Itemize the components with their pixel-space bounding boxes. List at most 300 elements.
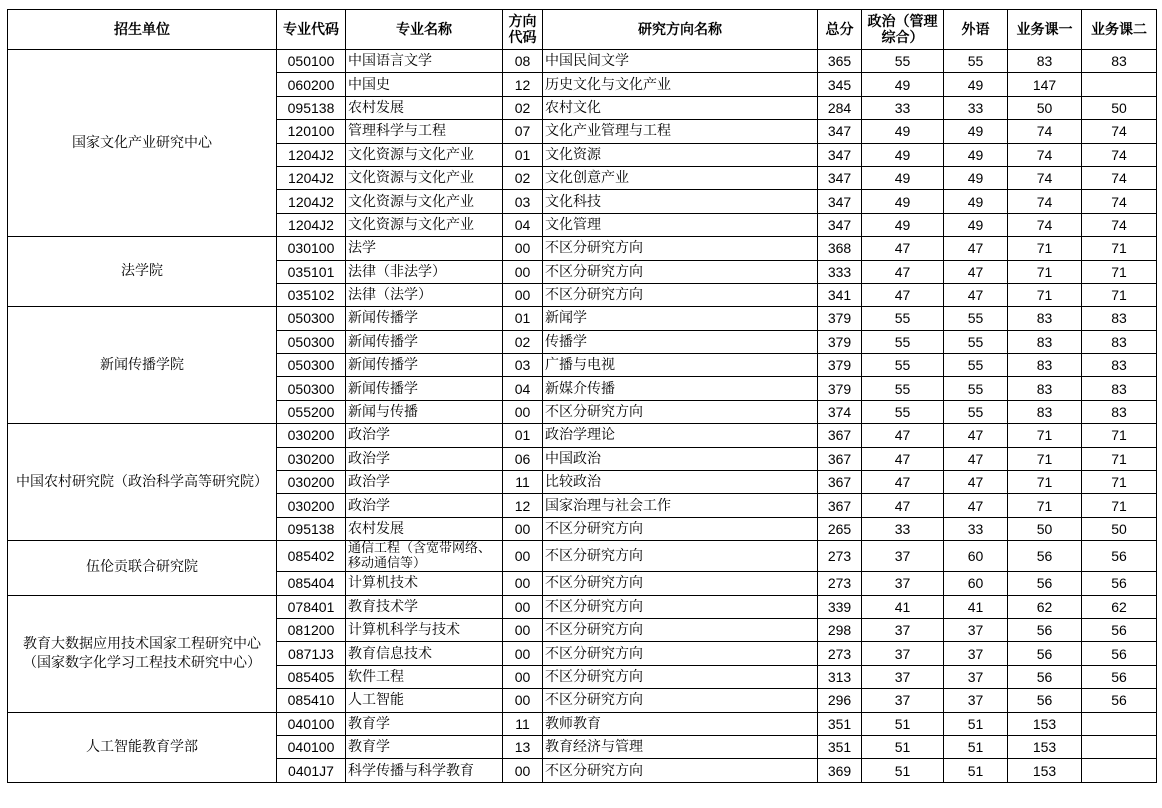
politics-score-cell: 55 (862, 307, 944, 330)
direction-name-cell: 教师教育 (543, 712, 818, 735)
total-score-cell: 284 (818, 96, 862, 119)
direction-name-cell: 不区分研究方向 (543, 665, 818, 688)
major-name-cell: 教育学 (346, 712, 503, 735)
politics-score-cell: 55 (862, 354, 944, 377)
foreign-language-score-cell: 49 (944, 120, 1008, 143)
direction-code-cell: 00 (503, 237, 543, 260)
direction-name-cell: 不区分研究方向 (543, 237, 818, 260)
unit-cell: 中国农村研究院（政治科学高等研究院） (8, 424, 277, 541)
major-name-cell: 文化资源与文化产业 (346, 190, 503, 213)
table-row (8, 307, 1157, 330)
total-score-cell: 347 (818, 213, 862, 236)
major-code-cell: 050300 (277, 377, 346, 400)
foreign-language-score-cell: 55 (944, 50, 1008, 73)
major-code-cell: 060200 (277, 73, 346, 96)
direction-name-cell: 不区分研究方向 (543, 572, 818, 595)
foreign-language-score-cell: 33 (944, 96, 1008, 119)
header-total-score: 总分 (818, 10, 862, 50)
major-name-cell: 文化资源与文化产业 (346, 213, 503, 236)
course-one-score-cell: 56 (1008, 572, 1082, 595)
course-one-score-cell: 147 (1008, 73, 1082, 96)
course-one-score-cell: 56 (1008, 618, 1082, 641)
major-code-cell: 050100 (277, 50, 346, 73)
direction-name-cell: 文化科技 (543, 190, 818, 213)
foreign-language-score-cell: 51 (944, 759, 1008, 782)
course-one-score-cell: 83 (1008, 400, 1082, 423)
major-code-cell: 120100 (277, 120, 346, 143)
course-two-score-cell: 56 (1082, 642, 1157, 665)
foreign-language-score-cell: 47 (944, 471, 1008, 494)
total-score-cell: 365 (818, 50, 862, 73)
major-code-cell: 050300 (277, 354, 346, 377)
major-code-cell: 050300 (277, 307, 346, 330)
direction-code-cell: 02 (503, 96, 543, 119)
total-score-cell: 298 (818, 618, 862, 641)
direction-code-cell: 00 (503, 689, 543, 712)
foreign-language-score-cell: 37 (944, 642, 1008, 665)
course-one-score-cell: 74 (1008, 190, 1082, 213)
course-two-score-cell: 74 (1082, 143, 1157, 166)
total-score-cell: 339 (818, 595, 862, 618)
direction-name-cell: 教育经济与管理 (543, 735, 818, 758)
total-score-cell: 313 (818, 665, 862, 688)
direction-name-cell: 不区分研究方向 (543, 642, 818, 665)
table-row (8, 595, 1157, 618)
total-score-cell: 369 (818, 759, 862, 782)
course-one-score-cell: 74 (1008, 143, 1082, 166)
course-two-score-cell: 62 (1082, 595, 1157, 618)
major-code-cell: 040100 (277, 712, 346, 735)
politics-score-cell: 51 (862, 735, 944, 758)
major-code-cell: 035102 (277, 283, 346, 306)
major-code-cell: 085410 (277, 689, 346, 712)
politics-score-cell: 55 (862, 330, 944, 353)
politics-score-cell: 47 (862, 424, 944, 447)
course-two-score-cell: 74 (1082, 190, 1157, 213)
politics-score-cell: 55 (862, 400, 944, 423)
foreign-language-score-cell: 49 (944, 73, 1008, 96)
major-code-cell: 1204J2 (277, 143, 346, 166)
foreign-language-score-cell: 37 (944, 618, 1008, 641)
unit-cell: 法学院 (8, 237, 277, 307)
course-one-score-cell: 74 (1008, 166, 1082, 189)
course-one-score-cell: 83 (1008, 330, 1082, 353)
direction-code-cell: 00 (503, 759, 543, 782)
course-two-score-cell: 71 (1082, 447, 1157, 470)
direction-code-cell: 01 (503, 143, 543, 166)
course-two-score-cell: 83 (1082, 307, 1157, 330)
total-score-cell: 273 (818, 572, 862, 595)
header-direction-code: 方向代码 (503, 10, 543, 50)
major-name-cell: 法学 (346, 237, 503, 260)
total-score-cell: 273 (818, 541, 862, 572)
direction-name-cell: 文化产业管理与工程 (543, 120, 818, 143)
unit-cell: 教育大数据应用技术国家工程研究中心（国家数字化学习工程技术研究中心） (8, 595, 277, 712)
total-score-cell: 379 (818, 377, 862, 400)
direction-code-cell: 00 (503, 541, 543, 572)
major-name-cell: 通信工程（含宽带网络、移动通信等） (346, 541, 503, 572)
direction-code-cell: 00 (503, 572, 543, 595)
major-code-cell: 040100 (277, 735, 346, 758)
major-name-cell: 政治学 (346, 494, 503, 517)
direction-name-cell: 不区分研究方向 (543, 400, 818, 423)
foreign-language-score-cell: 49 (944, 190, 1008, 213)
major-name-cell: 中国史 (346, 73, 503, 96)
foreign-language-score-cell: 47 (944, 447, 1008, 470)
politics-score-cell: 33 (862, 517, 944, 540)
unit-cell: 伍伦贡联合研究院 (8, 541, 277, 595)
total-score-cell: 379 (818, 330, 862, 353)
course-one-score-cell: 153 (1008, 735, 1082, 758)
politics-score-cell: 49 (862, 190, 944, 213)
foreign-language-score-cell: 49 (944, 143, 1008, 166)
foreign-language-score-cell: 51 (944, 735, 1008, 758)
direction-name-cell: 中国政治 (543, 447, 818, 470)
major-name-cell: 政治学 (346, 471, 503, 494)
direction-code-cell: 01 (503, 307, 543, 330)
direction-name-cell: 不区分研究方向 (543, 517, 818, 540)
major-code-cell: 030200 (277, 471, 346, 494)
foreign-language-score-cell: 33 (944, 517, 1008, 540)
course-one-score-cell: 56 (1008, 665, 1082, 688)
total-score-cell: 265 (818, 517, 862, 540)
direction-code-cell: 11 (503, 712, 543, 735)
major-name-cell: 教育技术学 (346, 595, 503, 618)
direction-code-cell: 03 (503, 354, 543, 377)
total-score-cell: 374 (818, 400, 862, 423)
politics-score-cell: 49 (862, 73, 944, 96)
politics-score-cell: 47 (862, 471, 944, 494)
foreign-language-score-cell: 47 (944, 260, 1008, 283)
total-score-cell: 296 (818, 689, 862, 712)
direction-code-cell: 02 (503, 166, 543, 189)
foreign-language-score-cell: 47 (944, 494, 1008, 517)
major-name-cell: 法律（法学） (346, 283, 503, 306)
total-score-cell: 347 (818, 143, 862, 166)
course-two-score-cell: 56 (1082, 665, 1157, 688)
course-one-score-cell: 62 (1008, 595, 1082, 618)
direction-name-cell: 农村文化 (543, 96, 818, 119)
foreign-language-score-cell: 55 (944, 400, 1008, 423)
direction-name-cell: 比较政治 (543, 471, 818, 494)
header-politics: 政治（管理综合） (862, 10, 944, 50)
major-name-cell: 教育信息技术 (346, 642, 503, 665)
course-two-score-cell: 71 (1082, 237, 1157, 260)
course-one-score-cell: 74 (1008, 213, 1082, 236)
politics-score-cell: 37 (862, 618, 944, 641)
total-score-cell: 368 (818, 237, 862, 260)
course-one-score-cell: 50 (1008, 517, 1082, 540)
foreign-language-score-cell: 51 (944, 712, 1008, 735)
course-two-score-cell (1082, 759, 1157, 782)
course-one-score-cell: 71 (1008, 283, 1082, 306)
politics-score-cell: 37 (862, 572, 944, 595)
course-two-score-cell: 56 (1082, 618, 1157, 641)
unit-cell: 新闻传播学院 (8, 307, 277, 424)
direction-code-cell: 08 (503, 50, 543, 73)
direction-code-cell: 00 (503, 595, 543, 618)
major-name-cell: 新闻与传播 (346, 400, 503, 423)
direction-code-cell: 00 (503, 283, 543, 306)
major-code-cell: 095138 (277, 517, 346, 540)
politics-score-cell: 51 (862, 712, 944, 735)
foreign-language-score-cell: 55 (944, 377, 1008, 400)
total-score-cell: 351 (818, 712, 862, 735)
header-course-one: 业务课一 (1008, 10, 1082, 50)
header-major-code: 专业代码 (277, 10, 346, 50)
course-one-score-cell: 71 (1008, 447, 1082, 470)
direction-code-cell: 11 (503, 471, 543, 494)
course-one-score-cell: 50 (1008, 96, 1082, 119)
direction-code-cell: 13 (503, 735, 543, 758)
foreign-language-score-cell: 47 (944, 237, 1008, 260)
header-direction-name: 研究方向名称 (543, 10, 818, 50)
course-one-score-cell: 56 (1008, 642, 1082, 665)
course-one-score-cell: 83 (1008, 307, 1082, 330)
direction-code-cell: 00 (503, 517, 543, 540)
course-one-score-cell: 83 (1008, 377, 1082, 400)
direction-name-cell: 历史文化与文化产业 (543, 73, 818, 96)
total-score-cell: 379 (818, 354, 862, 377)
total-score-cell: 367 (818, 447, 862, 470)
major-code-cell: 0401J7 (277, 759, 346, 782)
major-code-cell: 1204J2 (277, 190, 346, 213)
direction-name-cell: 国家治理与社会工作 (543, 494, 818, 517)
politics-score-cell: 37 (862, 689, 944, 712)
direction-code-cell: 03 (503, 190, 543, 213)
course-two-score-cell: 83 (1082, 354, 1157, 377)
course-two-score-cell: 74 (1082, 120, 1157, 143)
course-two-score-cell: 50 (1082, 517, 1157, 540)
politics-score-cell: 51 (862, 759, 944, 782)
course-one-score-cell: 71 (1008, 237, 1082, 260)
table-row (8, 712, 1157, 735)
major-name-cell: 中国语言文学 (346, 50, 503, 73)
foreign-language-score-cell: 55 (944, 307, 1008, 330)
direction-name-cell: 不区分研究方向 (543, 260, 818, 283)
major-name-cell: 政治学 (346, 424, 503, 447)
header-course-two: 业务课二 (1082, 10, 1157, 50)
direction-name-cell: 不区分研究方向 (543, 541, 818, 572)
major-name-cell: 管理科学与工程 (346, 120, 503, 143)
politics-score-cell: 55 (862, 50, 944, 73)
direction-code-cell: 06 (503, 447, 543, 470)
direction-name-cell: 不区分研究方向 (543, 595, 818, 618)
course-two-score-cell: 71 (1082, 424, 1157, 447)
direction-code-cell: 07 (503, 120, 543, 143)
table-row (8, 237, 1157, 260)
politics-score-cell: 49 (862, 120, 944, 143)
table-row (8, 541, 1157, 572)
course-two-score-cell (1082, 735, 1157, 758)
major-code-cell: 078401 (277, 595, 346, 618)
direction-code-cell: 12 (503, 494, 543, 517)
direction-name-cell: 传播学 (543, 330, 818, 353)
direction-name-cell: 政治学理论 (543, 424, 818, 447)
foreign-language-score-cell: 55 (944, 354, 1008, 377)
course-two-score-cell (1082, 712, 1157, 735)
header-row (8, 10, 1157, 50)
score-table (7, 9, 1157, 783)
direction-name-cell: 中国民间文学 (543, 50, 818, 73)
course-one-score-cell: 83 (1008, 354, 1082, 377)
direction-name-cell: 不区分研究方向 (543, 283, 818, 306)
foreign-language-score-cell: 47 (944, 424, 1008, 447)
total-score-cell: 347 (818, 120, 862, 143)
major-name-cell: 新闻传播学 (346, 377, 503, 400)
major-name-cell: 新闻传播学 (346, 307, 503, 330)
major-code-cell: 030100 (277, 237, 346, 260)
course-one-score-cell: 153 (1008, 712, 1082, 735)
course-two-score-cell: 56 (1082, 689, 1157, 712)
direction-code-cell: 01 (503, 424, 543, 447)
total-score-cell: 273 (818, 642, 862, 665)
major-name-cell: 计算机技术 (346, 572, 503, 595)
direction-code-cell: 00 (503, 400, 543, 423)
course-two-score-cell: 71 (1082, 471, 1157, 494)
total-score-cell: 341 (818, 283, 862, 306)
total-score-cell: 367 (818, 424, 862, 447)
politics-score-cell: 49 (862, 213, 944, 236)
direction-name-cell: 广播与电视 (543, 354, 818, 377)
politics-score-cell: 47 (862, 447, 944, 470)
politics-score-cell: 37 (862, 541, 944, 572)
politics-score-cell: 55 (862, 377, 944, 400)
major-name-cell: 计算机科学与技术 (346, 618, 503, 641)
major-name-cell: 软件工程 (346, 665, 503, 688)
total-score-cell: 333 (818, 260, 862, 283)
table-row (8, 424, 1157, 447)
header-unit: 招生单位 (8, 10, 277, 50)
course-one-score-cell: 74 (1008, 120, 1082, 143)
major-code-cell: 1204J2 (277, 213, 346, 236)
course-two-score-cell: 83 (1082, 377, 1157, 400)
major-code-cell: 095138 (277, 96, 346, 119)
total-score-cell: 379 (818, 307, 862, 330)
total-score-cell: 347 (818, 166, 862, 189)
direction-code-cell: 04 (503, 377, 543, 400)
direction-name-cell: 新闻学 (543, 307, 818, 330)
total-score-cell: 367 (818, 471, 862, 494)
major-name-cell: 人工智能 (346, 689, 503, 712)
course-two-score-cell: 71 (1082, 260, 1157, 283)
direction-name-cell: 不区分研究方向 (543, 689, 818, 712)
major-name-cell: 新闻传播学 (346, 330, 503, 353)
major-code-cell: 0871J3 (277, 642, 346, 665)
foreign-language-score-cell: 41 (944, 595, 1008, 618)
course-one-score-cell: 71 (1008, 471, 1082, 494)
politics-score-cell: 47 (862, 237, 944, 260)
foreign-language-score-cell: 49 (944, 213, 1008, 236)
direction-code-cell: 00 (503, 642, 543, 665)
major-name-cell: 科学传播与科学教育 (346, 759, 503, 782)
direction-code-cell: 04 (503, 213, 543, 236)
politics-score-cell: 47 (862, 494, 944, 517)
course-two-score-cell: 74 (1082, 166, 1157, 189)
major-code-cell: 030200 (277, 447, 346, 470)
direction-name-cell: 不区分研究方向 (543, 759, 818, 782)
direction-code-cell: 02 (503, 330, 543, 353)
course-one-score-cell: 71 (1008, 260, 1082, 283)
direction-name-cell: 不区分研究方向 (543, 618, 818, 641)
foreign-language-score-cell: 37 (944, 665, 1008, 688)
politics-score-cell: 49 (862, 143, 944, 166)
table-row (8, 50, 1157, 73)
major-name-cell: 政治学 (346, 447, 503, 470)
politics-score-cell: 37 (862, 665, 944, 688)
foreign-language-score-cell: 60 (944, 572, 1008, 595)
major-code-cell: 085405 (277, 665, 346, 688)
foreign-language-score-cell: 60 (944, 541, 1008, 572)
major-name-cell: 文化资源与文化产业 (346, 166, 503, 189)
direction-code-cell: 12 (503, 73, 543, 96)
politics-score-cell: 37 (862, 642, 944, 665)
foreign-language-score-cell: 47 (944, 283, 1008, 306)
direction-code-cell: 00 (503, 618, 543, 641)
major-code-cell: 1204J2 (277, 166, 346, 189)
major-name-cell: 农村发展 (346, 96, 503, 119)
major-code-cell: 055200 (277, 400, 346, 423)
course-two-score-cell: 56 (1082, 572, 1157, 595)
course-two-score-cell: 74 (1082, 213, 1157, 236)
major-name-cell: 文化资源与文化产业 (346, 143, 503, 166)
total-score-cell: 367 (818, 494, 862, 517)
total-score-cell: 347 (818, 190, 862, 213)
politics-score-cell: 41 (862, 595, 944, 618)
course-two-score-cell: 83 (1082, 50, 1157, 73)
foreign-language-score-cell: 49 (944, 166, 1008, 189)
direction-name-cell: 文化管理 (543, 213, 818, 236)
direction-code-cell: 00 (503, 260, 543, 283)
course-two-score-cell: 71 (1082, 283, 1157, 306)
course-two-score-cell: 50 (1082, 96, 1157, 119)
major-code-cell: 085402 (277, 541, 346, 572)
course-one-score-cell: 56 (1008, 541, 1082, 572)
direction-code-cell: 00 (503, 665, 543, 688)
header-foreign-language: 外语 (944, 10, 1008, 50)
header-major-name: 专业名称 (346, 10, 503, 50)
major-code-cell: 035101 (277, 260, 346, 283)
course-one-score-cell: 71 (1008, 494, 1082, 517)
unit-cell: 国家文化产业研究中心 (8, 50, 277, 237)
course-two-score-cell: 71 (1082, 494, 1157, 517)
course-one-score-cell: 153 (1008, 759, 1082, 782)
politics-score-cell: 33 (862, 96, 944, 119)
major-name-cell: 农村发展 (346, 517, 503, 540)
course-one-score-cell: 83 (1008, 50, 1082, 73)
total-score-cell: 351 (818, 735, 862, 758)
total-score-cell: 345 (818, 73, 862, 96)
direction-name-cell: 新媒介传播 (543, 377, 818, 400)
foreign-language-score-cell: 37 (944, 689, 1008, 712)
course-one-score-cell: 56 (1008, 689, 1082, 712)
politics-score-cell: 47 (862, 260, 944, 283)
major-code-cell: 030200 (277, 494, 346, 517)
direction-name-cell: 文化资源 (543, 143, 818, 166)
course-two-score-cell: 56 (1082, 541, 1157, 572)
unit-cell: 人工智能教育学部 (8, 712, 277, 782)
major-code-cell: 081200 (277, 618, 346, 641)
politics-score-cell: 49 (862, 166, 944, 189)
major-code-cell: 085404 (277, 572, 346, 595)
foreign-language-score-cell: 55 (944, 330, 1008, 353)
course-two-score-cell: 83 (1082, 330, 1157, 353)
major-name-cell: 教育学 (346, 735, 503, 758)
major-code-cell: 050300 (277, 330, 346, 353)
major-name-cell: 法律（非法学） (346, 260, 503, 283)
major-code-cell: 030200 (277, 424, 346, 447)
major-name-cell: 新闻传播学 (346, 354, 503, 377)
